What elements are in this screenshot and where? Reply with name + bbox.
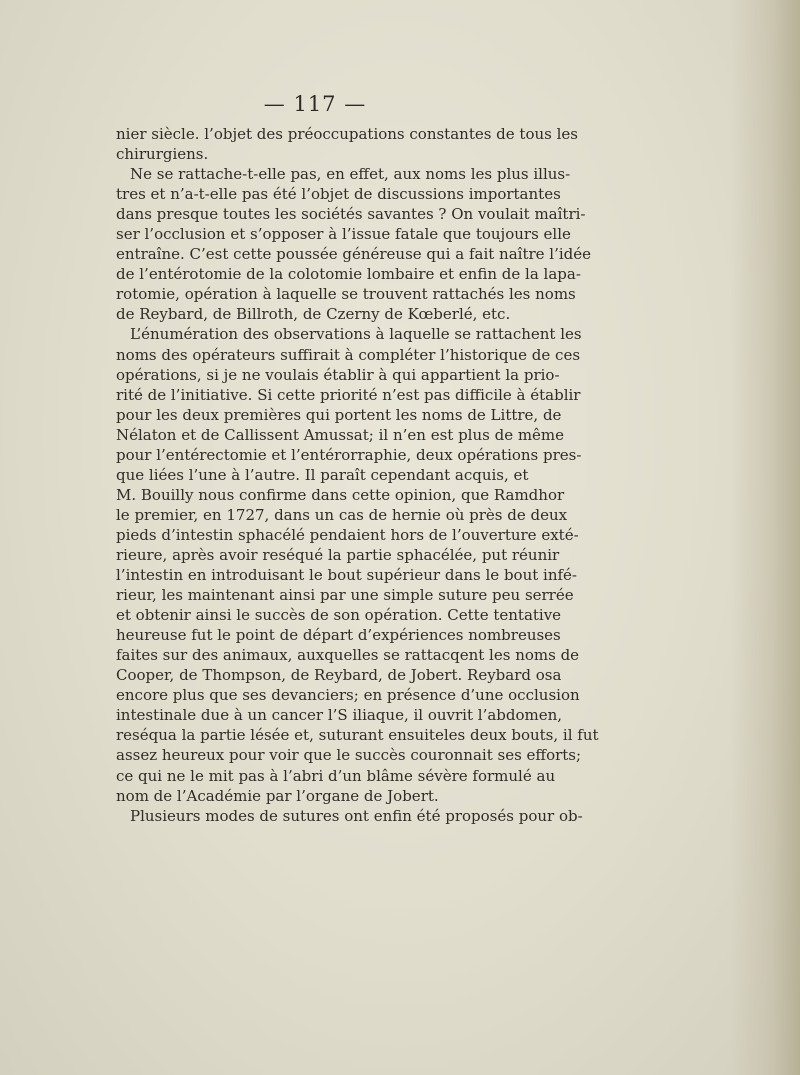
body-text [116,124,599,826]
text-line: chirurgiens. [116,145,209,164]
text-line: Nélaton et de Callissent Amussat; il n’en est plus de même [116,425,565,444]
text-line: et obtenir ainsi le succès de son opération. Cette tentative [116,606,562,625]
page-edge-shadow [730,0,800,1075]
text-line: rotomie, opération à laquelle se trouvent rattachés les noms [116,285,576,304]
text-line: ser l’occlusion et s’opposer à l’issue fatale que toujours elle [116,225,571,244]
text-line: Plusieurs modes de sutures ont enfin été proposés pour ob- [130,806,583,825]
text-line: l’intestin en introduisant le bout supérieur dans le bout infé- [116,566,578,585]
text-line: faites sur des animaux, auxquelles se rattacqent les noms de [116,646,580,665]
text-line: dans presque toutes les sociétés savantes ? On voulait maîtri- [116,205,586,224]
text-line: nom de l’Académie par l’organe de Jobert. [116,786,439,805]
text-line: tres et n’a-t-elle pas été l’objet de discussions importantes [116,185,561,204]
text-line: de Reybard, de Billroth, de Czerny de Kœberlé, etc. [116,305,511,324]
text-line: heureuse fut le point de départ d’expériences nombreuses [116,626,561,645]
text-line: ce qui ne le mit pas à l’abri d’un blâme sévère formulé au [116,766,556,785]
text-line: reséqua la partie lésée et, suturant ensuiteles deux bouts, il fut [116,726,599,745]
text-line: de l’entérotomie de la colotomie lombaire et enfin de la lapa- [116,265,581,284]
text-line: que liées l’une à l’autre. Il paraît cependant acquis, et [116,465,529,484]
text-line: M. Bouilly nous confirme dans cette opinion, que Ramdhor [116,485,565,504]
text-line: L’énumération des observations à laquelle se rattachent les [130,325,582,344]
text-line: nier siècle. l’objet des préoccupations constantes de tous les [116,125,578,143]
text-line: Ne se rattache-t-elle pas, en effet, aux noms les plus illus- [130,165,571,184]
text-line: encore plus que ses devanciers; en présence d’une occlusion [116,686,580,705]
text-line: opérations, si je ne voulais établir à qui appartient la prio- [116,365,560,384]
text-line: noms des opérateurs suffirait à compléter l’historique de ces [116,345,581,364]
text-line: pour l’entérectomie et l’entérorraphie, deux opérations pres- [116,445,582,464]
text-line: rieur, les maintenant ainsi par une simple suture peu serrée [116,586,574,605]
text-line: pour les deux premières qui portent les noms de Littre, de [116,405,562,424]
text-line: rieure, après avoir reséqué la partie sphacélée, put réunir [116,545,560,564]
text-line: intestinale due à un cancer l’S iliaque, il ouvrit l’abdomen, [116,706,563,725]
text-line: rité de l’initiative. Si cette priorité n’est pas difficile à établir [116,385,581,404]
text-line: pieds d’intestin sphacélé pendaient hors de l’ouverture exté- [116,525,579,544]
text-line: le premier, en 1727, dans un cas de hernie où près de deux [116,505,568,524]
text-line: assez heureux pour voir que le succès couronnait ses efforts; [116,746,582,765]
page-number: — 117 — [263,92,367,116]
text-line: entraîne. C’est cette poussée généreuse qui a fait naître l’idée [116,245,592,264]
text-line: Cooper, de Thompson, de Reybard, de Jobert. Reybard osa [116,666,562,685]
